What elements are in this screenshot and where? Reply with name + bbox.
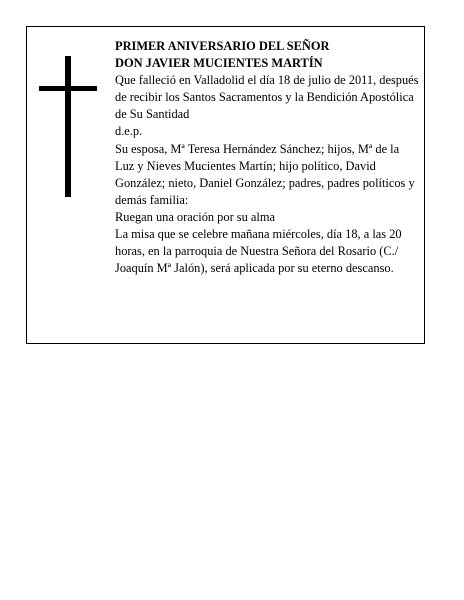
prayer-request: Ruegan una oración por su alma: [115, 209, 275, 224]
dep-label: d.e.p.: [115, 124, 143, 139]
notice-heading-line1: PRIMER ANIVERSARIO DEL SEÑOR: [115, 39, 330, 53]
cross-vertical-bar: [65, 56, 71, 197]
notice-heading-line2: DON JAVIER MUCIENTES MARTÍN: [115, 56, 323, 71]
cross-horizontal-bar: [39, 86, 97, 91]
death-info: Que falleció en Valladolid el día 18 de julio de 2011, después de recibir los Santos Sacramentos y la Bendición Apostólica de Su Santidad: [115, 73, 419, 122]
family-list: Su esposa, Mª Teresa Hernández Sánchez; hijos, Mª de la Luz y Nieves Mucientes Martín; hijo político, David González; nieto, Daniel González; padres, padres políticos y demás familia:: [115, 141, 415, 207]
mass-info: La misa que se celebre mañana miércoles, día 18, a las 20 horas, en la parroquia de Nuestra Señora del Rosario (C./ Joaquín Mª Jalón), será aplicada por su eterno descanso.: [115, 227, 402, 276]
notice-text: [115, 38, 421, 277]
cross-icon: [39, 56, 97, 197]
obituary-notice: [26, 26, 425, 344]
